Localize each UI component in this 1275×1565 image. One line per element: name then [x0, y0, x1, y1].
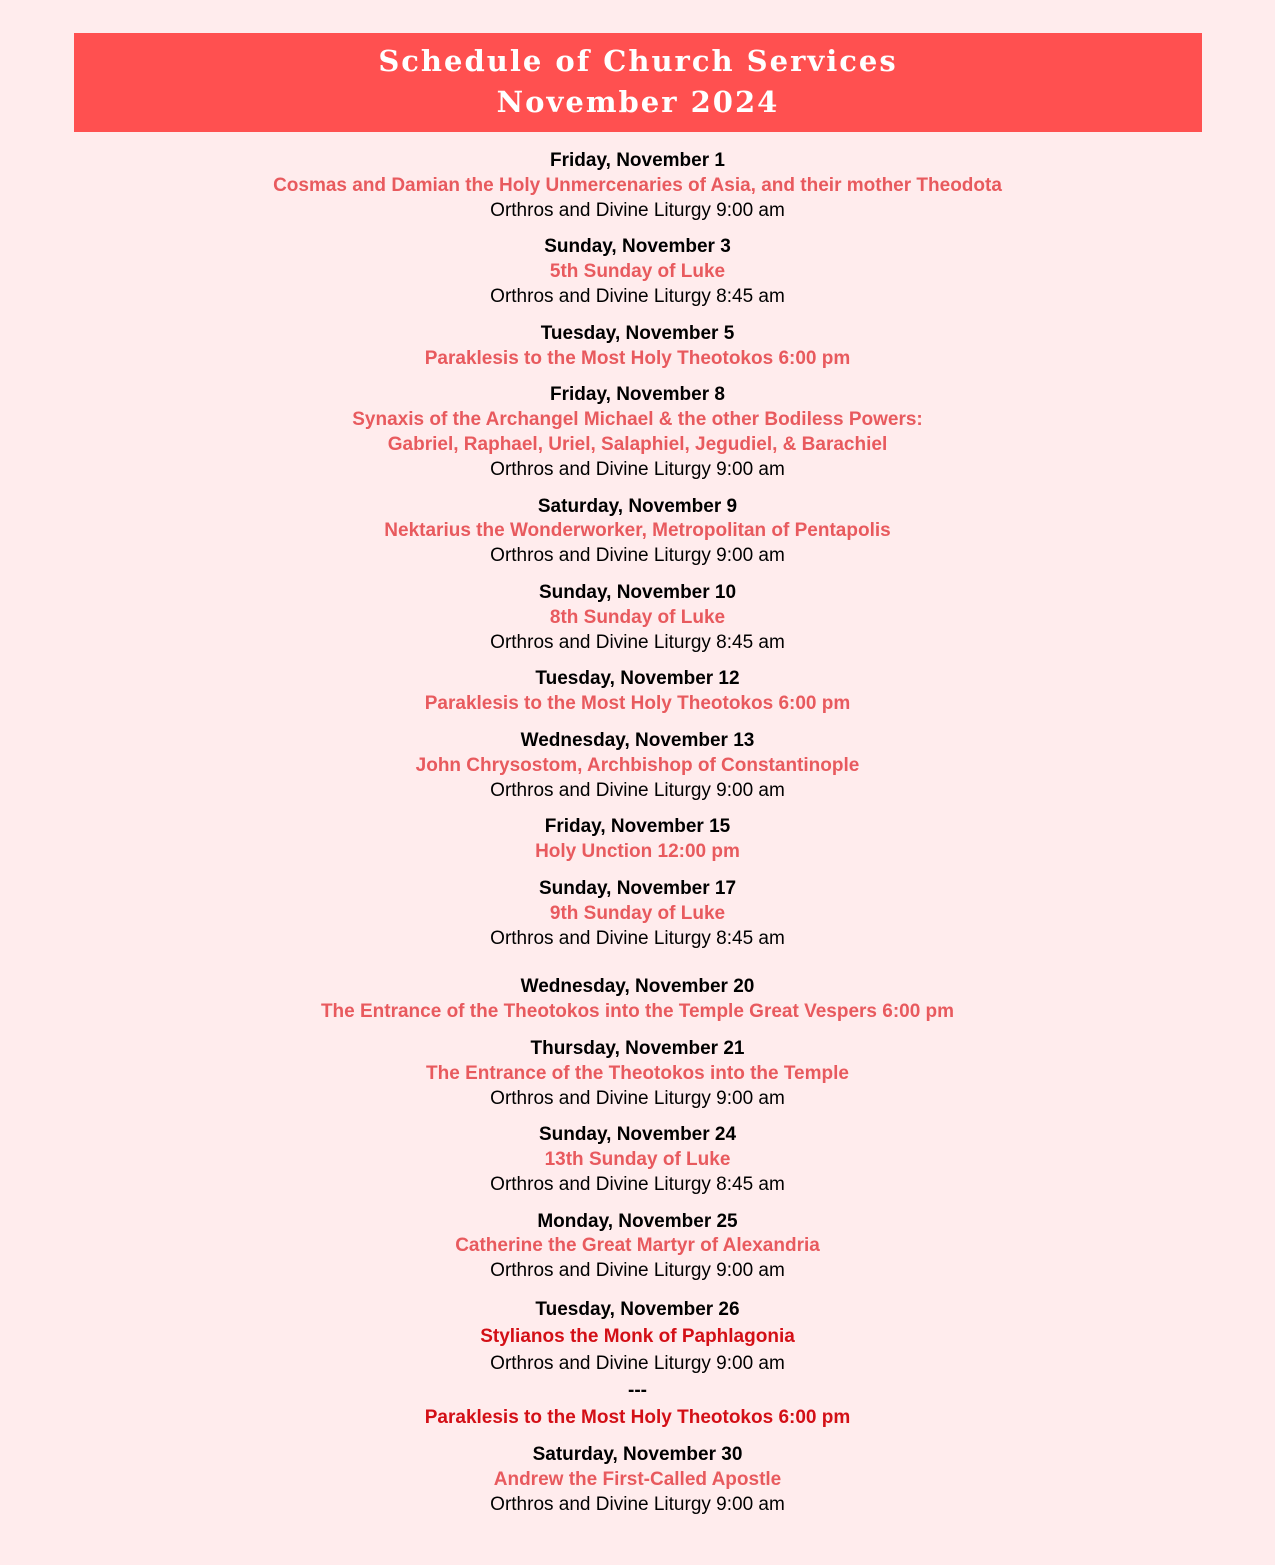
- event-feast: Andrew the First-Called Apostle: [493, 1468, 782, 1490]
- event-service: Orthros and Divine Liturgy 8:45 am: [490, 285, 785, 307]
- event-separator: ---: [628, 1380, 647, 1402]
- event-date: Tuesday, November 12: [535, 668, 740, 690]
- event-service: Orthros and Divine Liturgy 8:45 am: [490, 1173, 785, 1195]
- event-nov-30: [0, 1443, 1275, 1517]
- event-nov-8: [0, 383, 1275, 482]
- event-date: Friday, November 8: [550, 384, 725, 406]
- event-service: Orthros and Divine Liturgy 9:00 am: [490, 1260, 785, 1282]
- event-nov-26: [0, 1296, 1275, 1431]
- event-service: Orthros and Divine Liturgy 9:00 am: [490, 458, 785, 480]
- event-nov-5: [0, 322, 1275, 372]
- event-date: Wednesday, November 13: [520, 729, 755, 751]
- event-feast: Stylianos the Monk of Paphlagonia: [480, 1326, 795, 1348]
- event-service: Orthros and Divine Liturgy 9:00 am: [490, 199, 785, 221]
- event-feast: Cosmas and Damian the Holy Unmercenaries of Asia, and their mother Theodota: [273, 174, 1002, 196]
- event-date: Saturday, November 9: [537, 495, 738, 517]
- event-service: Orthros and Divine Liturgy 9:00 am: [490, 779, 785, 801]
- event-nov-17: [0, 877, 1275, 951]
- event-service: Orthros and Divine Liturgy 8:45 am: [490, 631, 785, 653]
- event-nov-1: [0, 149, 1275, 223]
- event-feast: John Chrysostom, Archbishop of Constantinople: [415, 754, 860, 776]
- page-subtitle: November 2024: [496, 85, 780, 119]
- schedule-list: [0, 149, 1275, 1529]
- event-feast: 8th Sunday of Luke: [549, 606, 726, 628]
- event-date: Sunday, November 24: [538, 1124, 737, 1146]
- event-date: Monday, November 25: [537, 1210, 738, 1232]
- event-date: Thursday, November 21: [530, 1037, 745, 1059]
- event-nov-20: [0, 975, 1275, 1025]
- event-nov-24: [0, 1123, 1275, 1197]
- event-date: Wednesday, November 20: [520, 976, 755, 998]
- event-date: Tuesday, November 26: [535, 1299, 740, 1321]
- event-service: Orthros and Divine Liturgy 9:00 am: [490, 545, 785, 567]
- schedule-header: [74, 33, 1202, 132]
- event-feast-continued: Gabriel, Raphael, Uriel, Salaphiel, Jegudiel, & Barachiel: [387, 433, 888, 455]
- event-service: Orthros and Divine Liturgy 8:45 am: [490, 927, 785, 949]
- event-nov-9: [0, 495, 1275, 569]
- event-feast-evening: Paraklesis to the Most Holy Theotokos 6:00 pm: [424, 1407, 851, 1429]
- event-date: Tuesday, November 5: [540, 322, 735, 344]
- event-nov-15: [0, 815, 1275, 865]
- event-service: Orthros and Divine Liturgy 9:00 am: [490, 1493, 785, 1515]
- event-service: Orthros and Divine Liturgy 9:00 am: [490, 1353, 785, 1375]
- event-date: Friday, November 1: [550, 150, 725, 171]
- event-feast: Holy Unction 12:00 pm: [535, 841, 740, 863]
- event-date: Sunday, November 17: [538, 877, 737, 899]
- event-feast: 9th Sunday of Luke: [549, 902, 726, 924]
- event-feast: The Entrance of the Theotokos into the Temple: [426, 1062, 849, 1084]
- event-nov-12: [0, 667, 1275, 717]
- event-feast: 13th Sunday of Luke: [544, 1149, 731, 1171]
- event-feast: Nektarius the Wonderworker, Metropolitan of Pentapolis: [384, 520, 891, 542]
- event-date: Sunday, November 10: [538, 581, 737, 603]
- event-date: Saturday, November 30: [532, 1444, 743, 1466]
- event-feast: Catherine the Great Martyr of Alexandria: [455, 1235, 820, 1257]
- event-nov-25: [0, 1210, 1275, 1284]
- event-nov-3: [0, 235, 1275, 309]
- event-service: Orthros and Divine Liturgy 9:00 am: [490, 1087, 785, 1109]
- page-title: Schedule of Church Services: [378, 44, 898, 78]
- event-date: Friday, November 15: [544, 816, 731, 838]
- event-nov-13: [0, 729, 1275, 803]
- event-nov-10: [0, 581, 1275, 655]
- event-nov-21: [0, 1037, 1275, 1111]
- event-date: Sunday, November 3: [544, 236, 731, 258]
- event-feast: Paraklesis to the Most Holy Theotokos 6:00 pm: [424, 693, 851, 715]
- event-feast: Paraklesis to the Most Holy Theotokos 6:00 pm: [424, 347, 851, 369]
- event-feast: Synaxis of the Archangel Michael & the other Bodiless Powers:: [352, 409, 923, 431]
- event-feast: 5th Sunday of Luke: [549, 261, 726, 283]
- event-feast: The Entrance of the Theotokos into the Temple Great Vespers 6:00 pm: [320, 1001, 955, 1023]
